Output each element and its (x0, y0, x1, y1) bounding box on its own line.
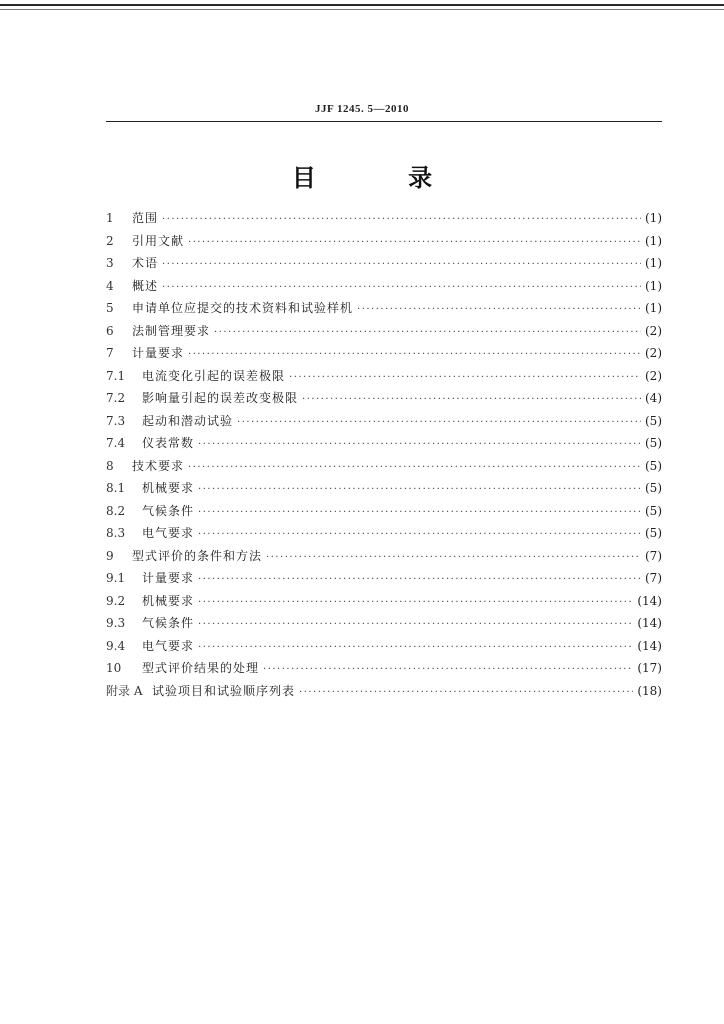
toc-entry-page: (2) (645, 346, 662, 360)
toc-entry-page: (5) (645, 436, 662, 450)
toc-leader-dots (162, 209, 641, 232)
toc-entry-title: 试验项目和试验顺序列表 (152, 683, 296, 698)
toc-entry-title: 气候条件 (142, 616, 195, 630)
toc-leader-dots (198, 569, 641, 592)
toc-entry-number: 7.1 (106, 368, 126, 383)
toc-entry (106, 207, 662, 230)
toc-entry-page: (5) (645, 458, 662, 473)
toc-entry-number: 10 (106, 661, 122, 675)
toc-leader-dots (198, 614, 633, 637)
toc-entry-number: 8 (106, 458, 114, 473)
toc-entry-title: 型式评价的条件和方法 (132, 548, 263, 563)
toc-entry-number: 7.3 (106, 413, 126, 428)
toc-entry (106, 387, 662, 410)
toc-entry-title: 型式评价结果的处理 (142, 661, 260, 675)
toc-entry-number: 1 (106, 211, 114, 225)
toc-entry-title: 电气要求 (142, 526, 195, 540)
toc-leader-dots (188, 344, 641, 367)
toc-leader-dots (188, 232, 641, 255)
toc-leader-dots (162, 254, 641, 277)
toc-entry-number: 9.3 (106, 616, 126, 630)
toc-entry (106, 680, 662, 703)
toc-entry-title: 仪表常数 (142, 436, 195, 450)
toc-entry (106, 522, 662, 545)
toc-entry-page: (7) (645, 548, 662, 563)
toc-entry-page: (5) (645, 503, 662, 518)
toc-entry-number: 7 (106, 346, 114, 360)
scan-edge-line (0, 4, 724, 6)
toc-entry-page: (1) (645, 233, 662, 248)
toc-entry-page: (1) (645, 278, 662, 293)
toc-entry-title: 气候条件 (142, 503, 195, 518)
toc-entry-page: (2) (645, 323, 662, 338)
page-title: 目 录 (291, 163, 475, 192)
toc-entry-page: (5) (645, 526, 662, 540)
toc-entry-page: (2) (645, 368, 662, 383)
toc-entry-title: 机械要求 (142, 481, 195, 495)
toc-entry-title: 范围 (132, 211, 159, 225)
toc-entry (106, 252, 662, 275)
toc-entry-page: (1) (645, 256, 662, 270)
toc-entry (106, 365, 662, 388)
toc-entry-number: 7.2 (106, 391, 126, 405)
toc-leader-dots (266, 547, 641, 570)
toc-entry-number: 9.2 (106, 593, 126, 608)
toc-entry-number: 3 (106, 256, 114, 270)
table-of-contents (106, 207, 662, 702)
toc-leader-dots (198, 592, 633, 615)
toc-entry-title: 计量要求 (142, 571, 195, 585)
standard-code: JJF 1245. 5—2010 (314, 103, 410, 115)
toc-entry-page: (1) (645, 211, 662, 225)
toc-entry-page: (7) (645, 571, 662, 585)
toc-entry (106, 567, 662, 590)
toc-entry (106, 657, 662, 680)
toc-entry (106, 230, 662, 253)
toc-entry-page: (14) (637, 593, 662, 608)
toc-entry-title: 技术要求 (132, 458, 185, 473)
toc-entry-title: 电流变化引起的误差极限 (142, 368, 286, 383)
toc-entry-title: 计量要求 (132, 346, 185, 360)
toc-entry-number: 8.1 (106, 481, 126, 495)
toc-entry (106, 500, 662, 523)
toc-entry (106, 297, 662, 320)
toc-entry (106, 342, 662, 365)
toc-entry-number: 8.3 (106, 526, 126, 540)
toc-entry-page: (14) (637, 638, 662, 653)
toc-entry-page: (17) (637, 661, 662, 675)
toc-entry-number: 9.4 (106, 638, 126, 653)
toc-leader-dots (198, 524, 641, 547)
toc-entry-number: 9.1 (106, 571, 126, 585)
toc-entry (106, 545, 662, 568)
toc-entry-page: (5) (645, 481, 662, 495)
toc-entry (106, 635, 662, 658)
toc-entry-number: 4 (106, 278, 114, 293)
toc-entry-number: 8.2 (106, 503, 126, 518)
toc-entry-page: (18) (637, 683, 662, 698)
toc-entry (106, 320, 662, 343)
toc-entry-title: 电气要求 (142, 638, 195, 653)
toc-entry-title: 法制管理要求 (132, 323, 211, 338)
toc-leader-dots (357, 299, 641, 322)
toc-entry-number: 7.4 (106, 436, 126, 450)
toc-entry-page: (14) (637, 616, 662, 630)
toc-leader-dots (299, 682, 633, 705)
header-rule (106, 121, 662, 122)
toc-entry-page: (5) (645, 413, 662, 428)
toc-entry (106, 612, 662, 635)
toc-leader-dots (162, 277, 641, 300)
toc-entry-title: 申请单位应提交的技术资料和试验样机 (132, 301, 354, 315)
toc-entry-number: 6 (106, 323, 114, 338)
toc-entry-number: 2 (106, 233, 114, 248)
toc-entry-page: (1) (645, 301, 662, 315)
toc-entry-title: 机械要求 (142, 593, 195, 608)
toc-leader-dots (237, 412, 641, 435)
toc-entry (106, 275, 662, 298)
toc-leader-dots (263, 659, 633, 682)
toc-entry-title: 术语 (132, 256, 159, 270)
toc-leader-dots (214, 322, 641, 345)
toc-entry-title: 引用文献 (132, 233, 185, 248)
toc-entry (106, 432, 662, 455)
toc-leader-dots (289, 367, 641, 390)
scan-edge-line (0, 9, 724, 10)
toc-leader-dots (188, 457, 641, 480)
toc-leader-dots (198, 434, 641, 457)
toc-entry-number: 9 (106, 548, 114, 563)
toc-entry-number: 附录 A (106, 683, 143, 698)
toc-leader-dots (302, 389, 641, 412)
toc-entry-page: (4) (645, 391, 662, 405)
toc-entry-title: 影响量引起的误差改变极限 (142, 391, 299, 405)
toc-entry-title: 起动和潜动试验 (142, 413, 234, 428)
toc-entry-title: 概述 (132, 278, 159, 293)
toc-leader-dots (198, 479, 641, 502)
toc-entry (106, 590, 662, 613)
toc-entry (106, 477, 662, 500)
toc-leader-dots (198, 637, 633, 660)
scan-top-edge (0, 0, 724, 16)
toc-entry (106, 410, 662, 433)
toc-leader-dots (198, 502, 641, 525)
toc-entry (106, 455, 662, 478)
toc-entry-number: 5 (106, 301, 114, 315)
